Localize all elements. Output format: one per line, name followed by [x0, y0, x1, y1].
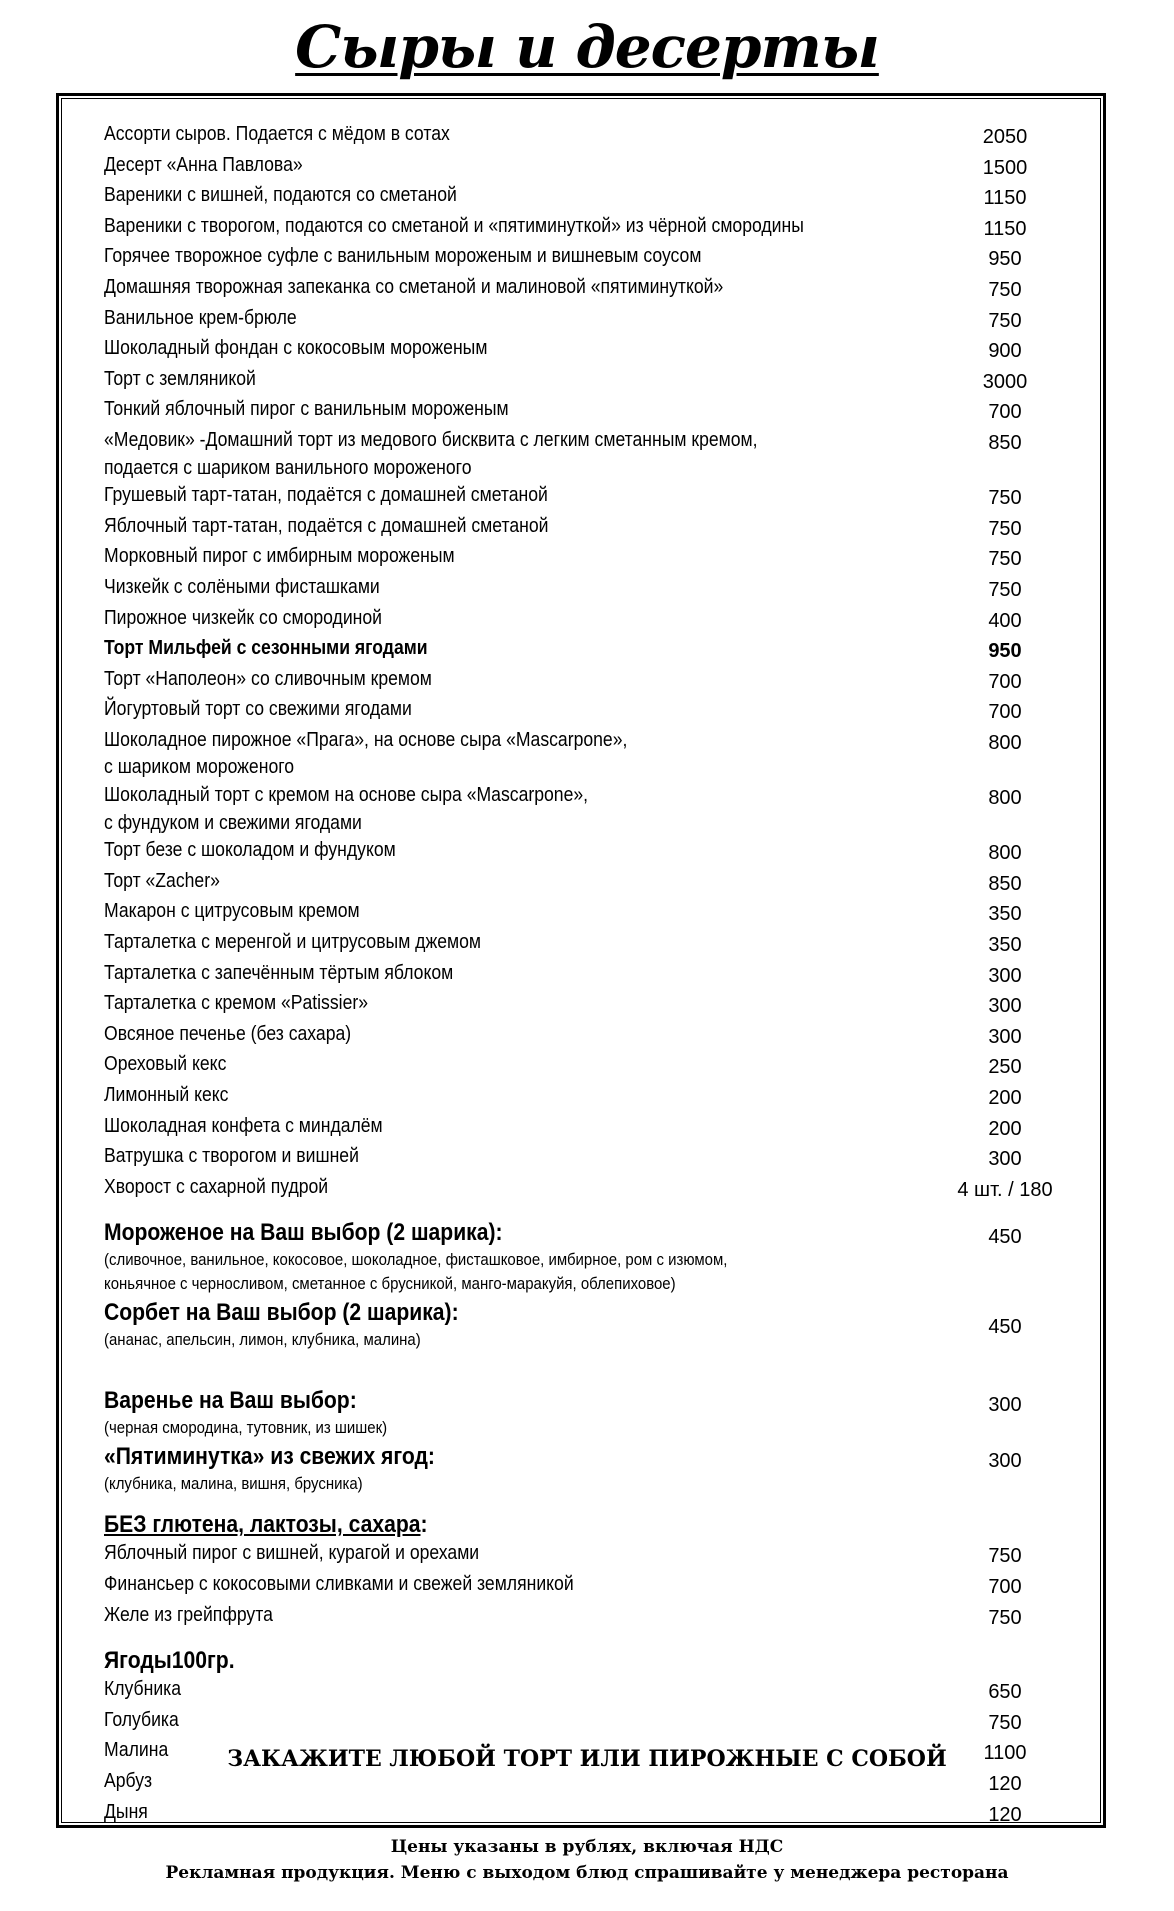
- menu-item-name-line: Лимонный кекс: [104, 1084, 229, 1106]
- menu-item-name: [104, 305, 840, 333]
- sorbet-title: Сорбет на Ваш выбор (2 шарика):: [104, 1299, 459, 1327]
- sorbet-section: [104, 1298, 1070, 1352]
- ice-cream-note-1: (сливочное, ванильное, кокосовое, шоколадное, фисташковое, имбирное, ром с изюмом,: [104, 1250, 728, 1270]
- menu-item-name: [104, 605, 840, 633]
- menu-item-price: 3000: [982, 370, 1028, 393]
- menu-item: [104, 1021, 1070, 1052]
- menu-item-name-line: Яблочный тарт-татан, подаётся с домашней сметаной: [104, 514, 549, 537]
- menu-item-name: [104, 427, 840, 482]
- menu-item-name: [104, 1021, 840, 1049]
- menu-item-price: 400: [988, 609, 1022, 632]
- menu-item-price: 750: [988, 548, 1022, 571]
- menu-item-name: [104, 121, 840, 149]
- menu-item-name: [104, 1113, 840, 1141]
- menu-item-name: [104, 1143, 840, 1171]
- menu-item-price: 750: [988, 578, 1022, 601]
- menu-item-name: [104, 574, 840, 602]
- free-from-title: [104, 1510, 954, 1540]
- menu-item-name-line: Десерт «Анна Павлова»: [104, 153, 303, 176]
- menu-item-price: 950: [988, 248, 1022, 271]
- menu-item: [104, 335, 1070, 366]
- menu-item-name-line: Желе из грейпфрута: [104, 1603, 273, 1626]
- menu-item-name-line: Ватрушка с творогом и вишней: [104, 1145, 359, 1168]
- menu-item-name: [104, 243, 840, 271]
- menu-item-name: [104, 1768, 840, 1796]
- menu-item-price: 850: [988, 431, 1022, 454]
- menu-item-price: 800: [988, 787, 1022, 810]
- sorbet-price: 450: [988, 1316, 1022, 1339]
- dessert-list: [104, 121, 1070, 1204]
- menu-item-price: 750: [988, 1545, 1022, 1568]
- menu-item-name-line: Шоколадное пирожное «Прага», на основе сыра «Mascarpone»,: [104, 728, 628, 751]
- menu-item-name: [104, 1707, 840, 1735]
- menu-item-name-line: Шоколадная конфета с миндалём: [104, 1114, 383, 1137]
- menu-item-name-line: Ванильное крем-брюле: [104, 306, 297, 329]
- menu-item-name-line: Вареники с вишней, подаются со сметаной: [104, 184, 457, 207]
- menu-item-name: [104, 182, 840, 210]
- menu-item: [104, 605, 1070, 636]
- jam-title: Варенье на Ваш выбор:: [104, 1387, 357, 1415]
- page-title: Сыры и десерты: [295, 13, 879, 81]
- free-from-list: [104, 1540, 1070, 1632]
- menu-item-name-line: Чизкейк с солёными фисташками: [104, 575, 380, 598]
- fresh-jam-title: «Пятиминутка» из свежих ягод:: [104, 1443, 435, 1471]
- menu-item-name: [104, 513, 840, 541]
- menu-item-price: 750: [988, 1711, 1022, 1734]
- menu-item: [104, 990, 1070, 1021]
- menu-item: [104, 1707, 1070, 1738]
- menu-item-price: 750: [988, 517, 1022, 540]
- fresh-jam-price: 300: [988, 1450, 1022, 1473]
- menu-item-name-line: Торт безе с шоколадом и фундуком: [104, 839, 396, 862]
- berries-title: Ягоды100гр.: [104, 1647, 235, 1675]
- menu-item-name: [104, 543, 840, 571]
- menu-item-name-line: Тонкий яблочный пирог с ванильным мороженым: [104, 398, 509, 421]
- menu-item: [104, 929, 1070, 960]
- menu-item-price: 300: [988, 995, 1022, 1018]
- menu-item-name-line: Финансьер с кокосовыми сливками и свежей земляникой: [104, 1572, 574, 1595]
- menu-item-name: [104, 929, 840, 957]
- menu-item: [104, 1143, 1070, 1174]
- menu-item-name-line: Грушевый тарт-татан, подаётся с домашней сметаной: [104, 484, 548, 507]
- menu-item: [104, 1571, 1070, 1602]
- menu-item-name-line: Макарон с цитрусовым кремом: [104, 900, 360, 923]
- menu-item-price: 750: [988, 487, 1022, 510]
- menu-item: [104, 696, 1070, 727]
- menu-item-name-line: Торт «Zacher»: [104, 869, 220, 892]
- menu-item-name: [104, 837, 840, 865]
- menu-item-price: 750: [988, 1606, 1022, 1629]
- menu-item: [104, 274, 1070, 305]
- menu-item: [104, 1602, 1070, 1633]
- menu-item-name-line: Голубика: [104, 1708, 179, 1731]
- menu-item-name: [104, 1602, 840, 1630]
- ice-cream-note-2: коньячное с черносливом, сметанное с брусникой, манго-маракуйя, облепиховое): [104, 1274, 676, 1294]
- menu-item-price: 1150: [983, 217, 1027, 240]
- menu-item-price: 1500: [982, 156, 1028, 179]
- menu-item: [104, 868, 1070, 899]
- menu-item-name-line: Шоколадный фондан с кокосовым мороженым: [104, 337, 488, 360]
- ice-cream-section: [104, 1218, 1070, 1296]
- menu-item: [104, 305, 1070, 336]
- ice-cream-title: Мороженое на Ваш выбор (2 шарика):: [104, 1219, 503, 1247]
- menu-item: [104, 396, 1070, 427]
- menu-item-price: 300: [988, 1025, 1022, 1048]
- menu-item-name-line: Пирожное чизкейк со смородиной: [104, 606, 382, 629]
- menu-item-name-line: Йогуртовый торт со свежими ягодами: [104, 698, 412, 721]
- menu-item-name: [104, 1540, 840, 1568]
- menu-item-name: [104, 868, 840, 896]
- ice-cream-price: 450: [988, 1226, 1022, 1249]
- menu-item-name-line: Дыня: [104, 1800, 148, 1823]
- jam-note: (черная смородина, тутовник, из шишек): [104, 1418, 388, 1438]
- menu-item: [104, 543, 1070, 574]
- menu-item-name: [104, 152, 840, 180]
- menu-item-name-line: Хворост с сахарной пудрой: [104, 1175, 329, 1198]
- menu-item-price: 120: [988, 1803, 1022, 1826]
- menu-item-name-line: Вареники с творогом, подаются со сметаной и «пятиминуткой» из чёрной смородины: [104, 214, 804, 237]
- menu-item-name-line: Шоколадный торт с кремом на основе сыра «Mascarpone»,: [104, 784, 589, 807]
- menu-item-name-line: Торт с земляникой: [104, 367, 256, 390]
- menu-item: [104, 366, 1070, 397]
- menu-item-name-line: Горячее творожное суфле с ванильным мороженым и вишневым соусом: [104, 245, 702, 268]
- menu-item-price: 950: [988, 640, 1022, 663]
- menu-item-name-line: Домашняя творожная запеканка со сметаной и малиновой «пятиминуткой»: [104, 275, 724, 298]
- fresh-jam-note: (клубника, малина, вишня, брусника): [104, 1474, 363, 1494]
- menu-item-name: [104, 213, 840, 241]
- menu-item: [104, 1051, 1070, 1082]
- menu-item-name: [104, 635, 840, 663]
- menu-item-name-line: Ассорти сыров. Подается с мёдом в сотах: [104, 123, 450, 145]
- menu-item-name: [104, 1676, 840, 1704]
- menu-item-name-line-2: с шариком мороженого: [104, 756, 295, 779]
- footer-advert-note: Рекламная продукция. Меню с выходом блюд спрашивайте у менеджера ресторана: [165, 1863, 1009, 1883]
- menu-item-name-line: Арбуз: [104, 1769, 153, 1792]
- menu-item: [104, 1768, 1070, 1799]
- menu-item: [104, 243, 1070, 274]
- menu-item-name-line: Овсяное печенье (без сахара): [104, 1022, 352, 1045]
- menu-item-name-line: Тарталетка с меренгой и цитрусовым джемом: [104, 931, 482, 954]
- menu-item-price: 1150: [983, 187, 1027, 210]
- footer-vat-note: Цены указаны в рублях, включая НДС: [390, 1837, 784, 1857]
- menu-item: [104, 1799, 1070, 1830]
- menu-item-name: [104, 1174, 840, 1202]
- menu-item-name: [104, 274, 840, 302]
- menu-item: [104, 482, 1070, 513]
- menu-item: [104, 1540, 1070, 1571]
- menu-item-name-line-2: с фундуком и свежими ягодами: [104, 811, 362, 834]
- menu-item: [104, 837, 1070, 868]
- menu-item-name-line: Тарталетка с запечённым тёртым яблоком: [104, 961, 454, 984]
- menu-item: [104, 1113, 1070, 1144]
- menu-item-name: [104, 898, 840, 926]
- menu-item-name: [104, 366, 840, 394]
- menu-item-name: [104, 727, 840, 782]
- menu-item-name: [104, 482, 840, 510]
- menu-item: [104, 1174, 1070, 1205]
- menu-item-name: [104, 1571, 840, 1599]
- jam-section: [104, 1386, 1070, 1440]
- sorbet-note: (ананас, апельсин, лимон, клубника, малина): [104, 1330, 421, 1350]
- menu-content: [104, 121, 1070, 1829]
- free-from-section: [104, 1510, 1070, 1540]
- menu-item-price: 750: [988, 278, 1022, 301]
- menu-item: [104, 513, 1070, 544]
- menu-item-price: 1100: [983, 1742, 1027, 1765]
- menu-item-name: [104, 396, 840, 424]
- menu-item: [104, 666, 1070, 697]
- menu-item-price: 700: [988, 401, 1022, 424]
- menu-item-name: [104, 960, 840, 988]
- menu-item-price: 850: [988, 872, 1022, 895]
- menu-item-name-line: Яблочный пирог с вишней, курагой и орехами: [104, 1542, 480, 1565]
- menu-item: [104, 1676, 1070, 1707]
- menu-item-name-line: Торт Мильфей с сезонными ягодами: [104, 637, 428, 660]
- menu-item-name-line: Тарталетка с кремом «Patissier»: [104, 992, 369, 1015]
- takeaway-callout: ЗАКАЖИТЕ ЛЮБОЙ ТОРТ ИЛИ ПИРОЖНЫЕ С СОБОЙ: [227, 1746, 947, 1772]
- menu-item-price: 200: [988, 1087, 1022, 1109]
- free-from-title-text: БЕЗ глютена, лактозы, сахара: [104, 1511, 421, 1539]
- menu-item-name-line: Морковный пирог с имбирным мороженым: [104, 545, 455, 568]
- footer: [0, 1834, 1174, 1886]
- menu-item-price: 350: [988, 934, 1022, 957]
- menu-item-price: 700: [988, 1575, 1022, 1598]
- menu-item: [104, 182, 1070, 213]
- menu-item-name: [104, 1799, 840, 1827]
- menu-item: [104, 213, 1070, 244]
- fresh-jam-section: [104, 1442, 1070, 1496]
- menu-item: [104, 960, 1070, 991]
- menu-item: [104, 1082, 1070, 1113]
- menu-item: [104, 898, 1070, 929]
- menu-item-price: 800: [988, 731, 1022, 754]
- menu-item-name-line: Торт «Наполеон» со сливочным кремом: [104, 667, 432, 690]
- menu-item: [104, 574, 1070, 605]
- menu-item-price: 2050: [982, 126, 1028, 148]
- menu-item: [104, 727, 1070, 782]
- menu-item-price: 250: [988, 1056, 1022, 1079]
- menu-item-name: [104, 782, 840, 837]
- menu-item-name: [104, 666, 840, 694]
- menu-item: [104, 635, 1070, 666]
- jam-price: 300: [988, 1394, 1022, 1417]
- menu-item-name: [104, 1082, 840, 1110]
- title-wrap: [0, 14, 1174, 80]
- menu-item-price: 700: [988, 670, 1022, 693]
- menu-item-name: [104, 335, 840, 363]
- menu-item-price: 4 шт. / 180: [957, 1178, 1053, 1201]
- free-from-colon: :: [420, 1511, 428, 1539]
- menu-item-price: 900: [988, 340, 1022, 363]
- menu-item-name: [104, 696, 840, 724]
- menu-item-price: 700: [988, 701, 1022, 724]
- menu-item-price: 300: [988, 964, 1022, 987]
- menu-item: [104, 782, 1070, 837]
- menu-item-price: 750: [988, 309, 1022, 332]
- menu-item-name-line: «Медовик» -Домашний торт из медового бисквита с легким сметанным кремом,: [104, 428, 758, 451]
- menu-item-price: 200: [988, 1117, 1022, 1140]
- menu-item-name-line-2: подается с шариком ванильного мороженого: [104, 456, 472, 479]
- menu-item: [104, 152, 1070, 183]
- menu-item-name: [104, 990, 840, 1018]
- menu-item-name: [104, 1051, 840, 1079]
- menu-item-name-line: Ореховый кекс: [104, 1053, 227, 1076]
- menu-item-name-line: Клубника: [104, 1678, 182, 1701]
- menu-item-price: 350: [988, 903, 1022, 926]
- menu-item-price: 650: [988, 1681, 1022, 1704]
- menu-item-name-line: Малина: [104, 1739, 169, 1762]
- menu-item: [104, 121, 1070, 152]
- menu-item-price: 800: [988, 842, 1022, 865]
- menu-item: [104, 427, 1070, 482]
- menu-item-price: 120: [988, 1772, 1022, 1795]
- menu-item-price: 300: [988, 1148, 1022, 1171]
- berries-section: [104, 1646, 1070, 1676]
